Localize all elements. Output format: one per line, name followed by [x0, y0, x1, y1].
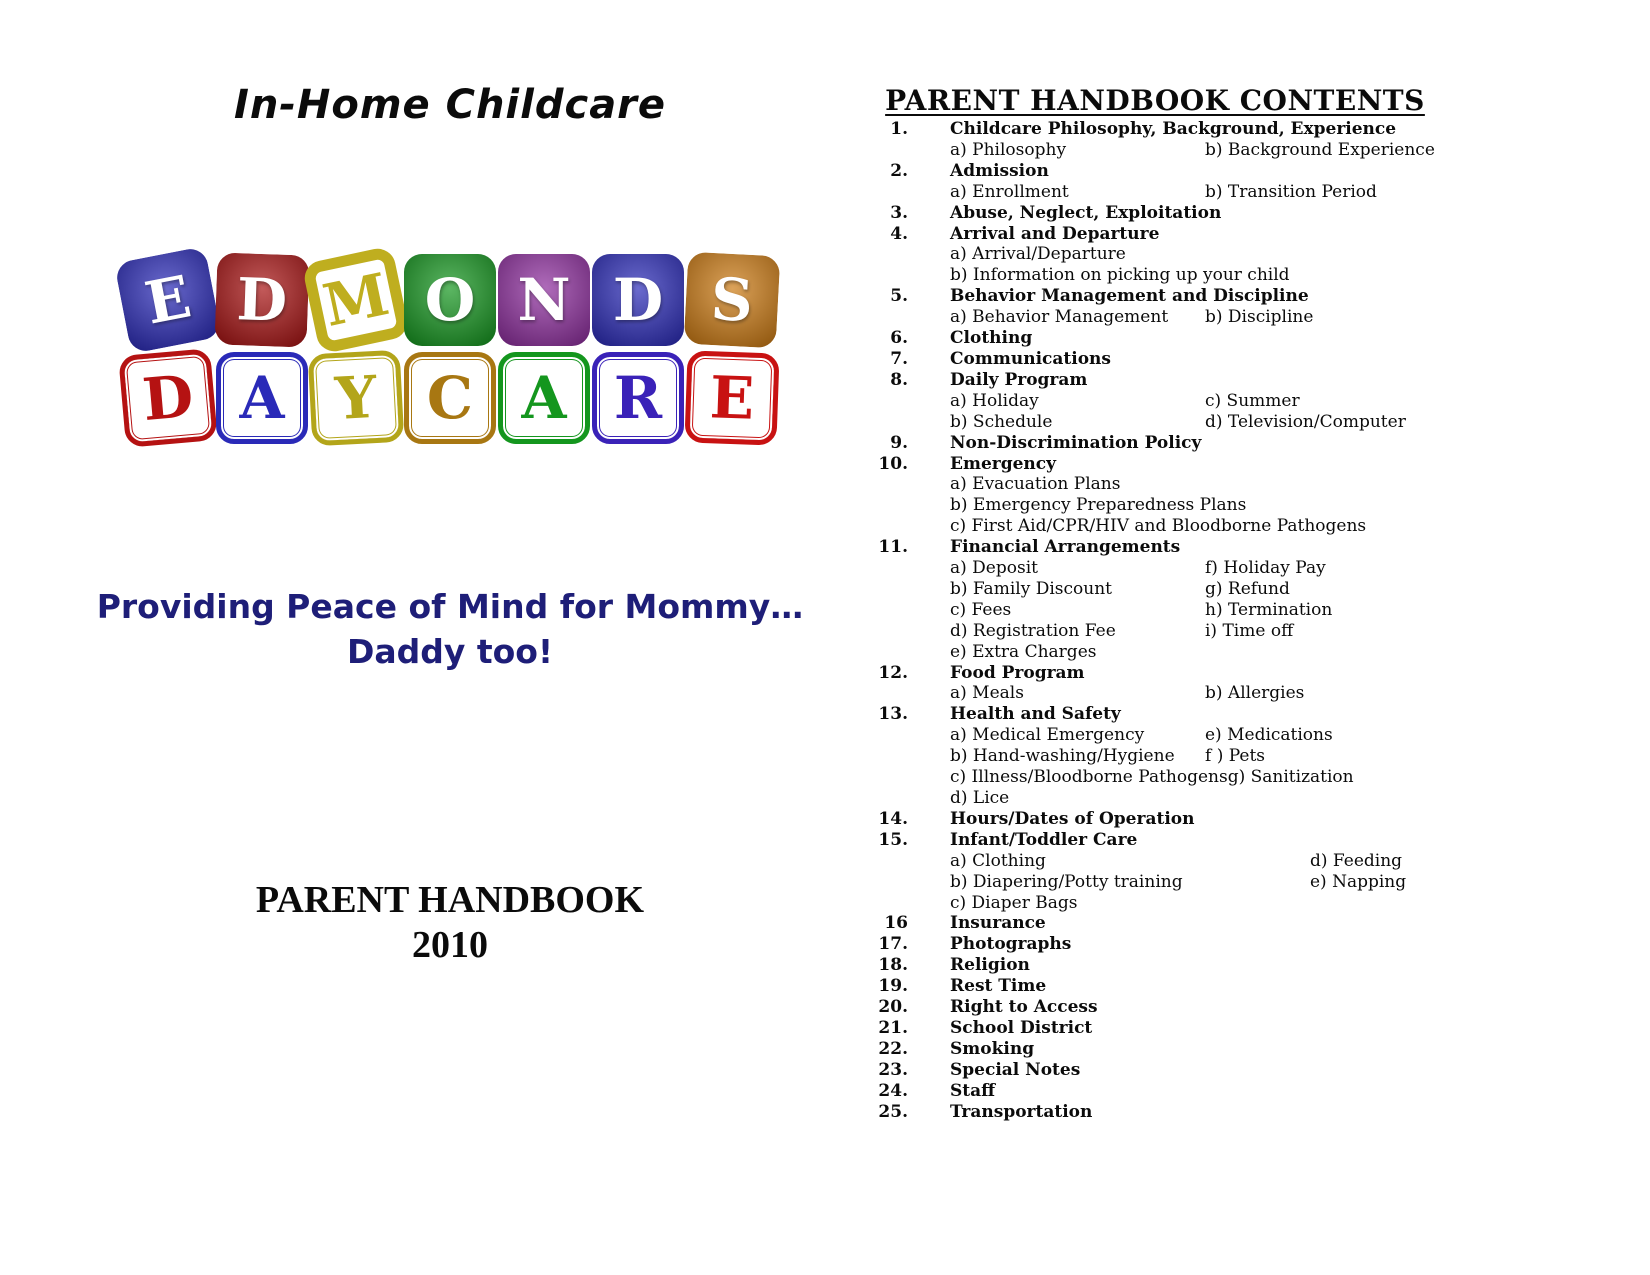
toc-sub-row — [845, 516, 1485, 537]
logo-letter-c: C — [426, 364, 474, 432]
toc-item-title: Admission — [950, 160, 1049, 181]
toc-sub-right: f) Holiday Pay — [1205, 558, 1326, 579]
toc-item-row — [845, 934, 1485, 955]
toc-item-number: 6. — [890, 328, 908, 349]
toc-item-row — [845, 1018, 1485, 1039]
toc-item-row — [845, 286, 1485, 307]
toc-item-number: 3. — [890, 202, 908, 223]
toc-sub-row — [845, 621, 1485, 642]
toc-sub-left: a) Medical Emergency — [950, 725, 1145, 746]
tagline — [0, 584, 900, 674]
toc-item-row — [845, 203, 1485, 224]
logo-block-y — [308, 350, 405, 447]
logo-block-d — [592, 254, 684, 346]
toc-item-number: 5. — [890, 286, 908, 307]
toc-item-row — [845, 1060, 1485, 1081]
toc-sub-row — [845, 265, 1485, 286]
toc-item-row — [845, 997, 1485, 1018]
toc-sub-left: b) Emergency Preparedness Plans — [950, 495, 1247, 516]
toc-sub-left: c) Illness/Bloodborne Pathogens — [950, 767, 1228, 788]
toc-sub-left: d) Registration Fee — [950, 620, 1116, 641]
toc-sub-row — [845, 579, 1485, 600]
toc-item-row — [845, 119, 1485, 140]
logo-letter-a: A — [239, 364, 285, 432]
logo-block-d — [118, 348, 218, 448]
toc-sub-left: b) Diapering/Potty training — [950, 871, 1183, 892]
logo-letter-a: A — [521, 364, 567, 432]
logo-block-n — [498, 254, 590, 346]
logo-block-s — [684, 252, 781, 349]
toc-item-number: 2. — [890, 160, 908, 181]
toc-sub-right: f ) Pets — [1205, 746, 1266, 767]
logo-row-bottom — [121, 352, 779, 444]
toc-item-title: Insurance — [950, 913, 1046, 934]
toc-sub-right: h) Termination — [1205, 599, 1333, 620]
logo-block-e — [684, 350, 779, 445]
toc-item-row — [845, 1102, 1485, 1123]
toc-sub-left: a) Behavior Management — [950, 307, 1169, 328]
logo-letter-d: D — [612, 266, 664, 334]
toc-sub-left: a) Clothing — [950, 850, 1046, 871]
toc-item-number: 23. — [878, 1059, 908, 1080]
toc-item-number: 12. — [878, 662, 908, 683]
toc-item-row — [845, 830, 1485, 851]
logo-block-e — [114, 246, 222, 354]
toc-item-title: Transportation — [950, 1101, 1093, 1122]
logo-letter-s: S — [709, 264, 755, 336]
contents-list — [845, 119, 1485, 1123]
toc-sub-right: b) Discipline — [1205, 307, 1314, 328]
logo-letter-d: D — [139, 361, 197, 435]
toc-sub-row — [845, 182, 1485, 203]
toc-item-title: Special Notes — [950, 1059, 1081, 1080]
toc-sub-row — [845, 893, 1485, 914]
handbook-title — [0, 878, 900, 968]
toc-item-row — [845, 913, 1485, 934]
toc-sub-row — [845, 412, 1485, 433]
toc-item-title: Photographs — [950, 934, 1072, 955]
edmonds-daycare-logo — [0, 254, 900, 444]
logo-letter-d: D — [235, 265, 289, 335]
toc-item-row — [845, 433, 1485, 454]
toc-item-title: School District — [950, 1017, 1093, 1038]
handbook-year: 2010 — [412, 924, 488, 966]
toc-item-title: Health and Safety — [950, 704, 1121, 725]
toc-sub-right: g) Refund — [1205, 578, 1290, 599]
toc-sub-row — [845, 788, 1485, 809]
toc-sub-left: a) Philosophy — [950, 139, 1067, 160]
tagline-line-1: Providing Peace of Mind for Mommy… — [96, 587, 804, 626]
toc-item-number: 20. — [878, 997, 908, 1018]
toc-sub-row — [845, 683, 1485, 704]
toc-item-number: 25. — [878, 1101, 908, 1122]
in-home-childcare-heading: In-Home Childcare — [233, 82, 667, 128]
toc-item-number: 17. — [878, 934, 908, 955]
toc-sub-left: a) Arrival/Departure — [950, 244, 1126, 265]
toc-sub-left: c) First Aid/CPR/HIV and Bloodborne Pathogens — [950, 516, 1367, 537]
toc-item-title: Abuse, Neglect, Exploitation — [950, 202, 1222, 223]
logo-block-d — [214, 252, 309, 347]
toc-item-number: 19. — [878, 976, 908, 997]
toc-item-title: Infant/Toddler Care — [950, 829, 1138, 850]
toc-sub-right: c) Summer — [1205, 390, 1300, 411]
toc-sub-row — [845, 642, 1485, 663]
toc-sub-row — [845, 140, 1485, 161]
logo-letter-o: O — [424, 266, 476, 334]
toc-item-title: Right to Access — [950, 997, 1098, 1018]
logo-letter-n: N — [517, 266, 571, 334]
toc-sub-row — [845, 391, 1485, 412]
toc-item-row — [845, 809, 1485, 830]
toc-item-number: 15. — [878, 829, 908, 850]
toc-item-row — [845, 349, 1485, 370]
toc-sub-row — [845, 767, 1485, 788]
toc-sub-left: d) Lice — [950, 788, 1010, 808]
toc-item-title: Communications — [950, 348, 1111, 369]
toc-sub-right: d) Television/Computer — [1205, 411, 1406, 432]
toc-item-number: 22. — [878, 1038, 908, 1059]
logo-letter-e: E — [139, 262, 197, 338]
toc-item-number: 9. — [890, 432, 908, 453]
toc-sub-row — [845, 600, 1485, 621]
toc-item-title: Rest Time — [950, 976, 1047, 997]
toc-item-row — [845, 1039, 1485, 1060]
toc-item-title: Staff — [950, 1080, 996, 1101]
toc-item-number: 14. — [878, 808, 908, 829]
toc-item-title: Non-Discrimination Policy — [950, 432, 1202, 453]
toc-item-title: Childcare Philosophy, Background, Experience — [950, 119, 1397, 139]
toc-item-row — [845, 370, 1485, 391]
toc-item-row — [845, 328, 1485, 349]
toc-sub-left: e) Extra Charges — [950, 641, 1097, 662]
toc-item-row — [845, 955, 1485, 976]
toc-sub-row — [845, 746, 1485, 767]
handbook-title-line: PARENT HANDBOOK — [255, 879, 645, 921]
toc-item-row — [845, 663, 1485, 684]
toc-item-number: 10. — [878, 453, 908, 474]
toc-sub-right: b) Background Experience — [1205, 139, 1435, 160]
toc-sub-row — [845, 474, 1485, 495]
toc-sub-left: c) Fees — [950, 599, 1012, 620]
toc-item-number: 18. — [878, 955, 908, 976]
toc-sub-left: b) Family Discount — [950, 578, 1112, 599]
toc-item-number: 21. — [878, 1017, 908, 1038]
toc-sub-right: e) Medications — [1205, 725, 1333, 746]
toc-sub-left: b) Schedule — [950, 411, 1053, 432]
toc-item-row — [845, 976, 1485, 997]
toc-sub-right: g) Sanitization — [1227, 767, 1354, 788]
toc-item-number: 24. — [878, 1080, 908, 1101]
toc-sub-left: a) Evacuation Plans — [950, 474, 1121, 495]
toc-item-number: 13. — [878, 704, 908, 725]
logo-letter-r: R — [613, 364, 663, 432]
toc-item-number: 8. — [890, 369, 908, 390]
toc-item-row — [845, 161, 1485, 182]
toc-item-title: Behavior Management and Discipline — [950, 286, 1309, 307]
toc-sub-left: a) Enrollment — [950, 181, 1069, 202]
toc-item-number: 7. — [890, 348, 908, 369]
toc-sub-right: e) Napping — [1310, 871, 1407, 892]
toc-item-number: 4. — [890, 223, 908, 244]
logo-block-a — [498, 352, 590, 444]
toc-sub-right: i) Time off — [1205, 620, 1294, 641]
logo-block-r — [592, 352, 684, 444]
toc-sub-row — [845, 307, 1485, 328]
toc-item-row — [845, 537, 1485, 558]
toc-sub-left: b) Hand-washing/Hygiene — [950, 746, 1175, 767]
toc-item-title: Daily Program — [950, 369, 1088, 390]
toc-sub-row — [845, 872, 1485, 893]
toc-item-row — [845, 1081, 1485, 1102]
toc-item-number: 11. — [878, 537, 908, 558]
logo-block-o — [404, 254, 496, 346]
toc-sub-right: d) Feeding — [1310, 850, 1403, 871]
logo-block-a — [216, 352, 308, 444]
logo-letter-m: M — [317, 260, 395, 340]
toc-item-title: Emergency — [950, 453, 1057, 474]
toc-item-title: Clothing — [950, 328, 1033, 349]
logo-block-m — [301, 245, 410, 354]
toc-sub-left: b) Information on picking up your child — [950, 265, 1290, 286]
toc-sub-right: b) Allergies — [1205, 683, 1305, 704]
logo-letter-y: Y — [333, 362, 379, 434]
toc-item-title: Arrival and Departure — [950, 223, 1160, 244]
toc-sub-row — [845, 495, 1485, 516]
toc-sub-row — [845, 244, 1485, 265]
toc-sub-row — [845, 725, 1485, 746]
toc-sub-left: a) Holiday — [950, 390, 1039, 411]
toc-item-number: 1. — [890, 119, 908, 139]
toc-item-number: 16 — [884, 913, 908, 934]
toc-item-title: Religion — [950, 955, 1030, 976]
toc-item-row — [845, 704, 1485, 725]
logo-letter-e: E — [708, 363, 756, 433]
toc-item-title: Smoking — [950, 1038, 1035, 1059]
toc-sub-left: a) Deposit — [950, 558, 1038, 579]
logo-row-top — [121, 254, 779, 346]
contents-heading: PARENT HANDBOOK CONTENTS — [885, 84, 1425, 117]
toc-item-title: Financial Arrangements — [950, 537, 1181, 558]
logo-block-c — [404, 352, 496, 444]
toc-sub-row — [845, 851, 1485, 872]
toc-item-row — [845, 454, 1485, 475]
toc-item-title: Food Program — [950, 662, 1085, 683]
toc-item-row — [845, 224, 1485, 245]
tagline-line-2: Daddy too! — [346, 632, 554, 671]
toc-sub-left: c) Diaper Bags — [950, 892, 1078, 913]
toc-sub-right: b) Transition Period — [1205, 181, 1377, 202]
toc-sub-left: a) Meals — [950, 683, 1024, 704]
toc-item-title: Hours/Dates of Operation — [950, 808, 1195, 829]
toc-sub-row — [845, 558, 1485, 579]
